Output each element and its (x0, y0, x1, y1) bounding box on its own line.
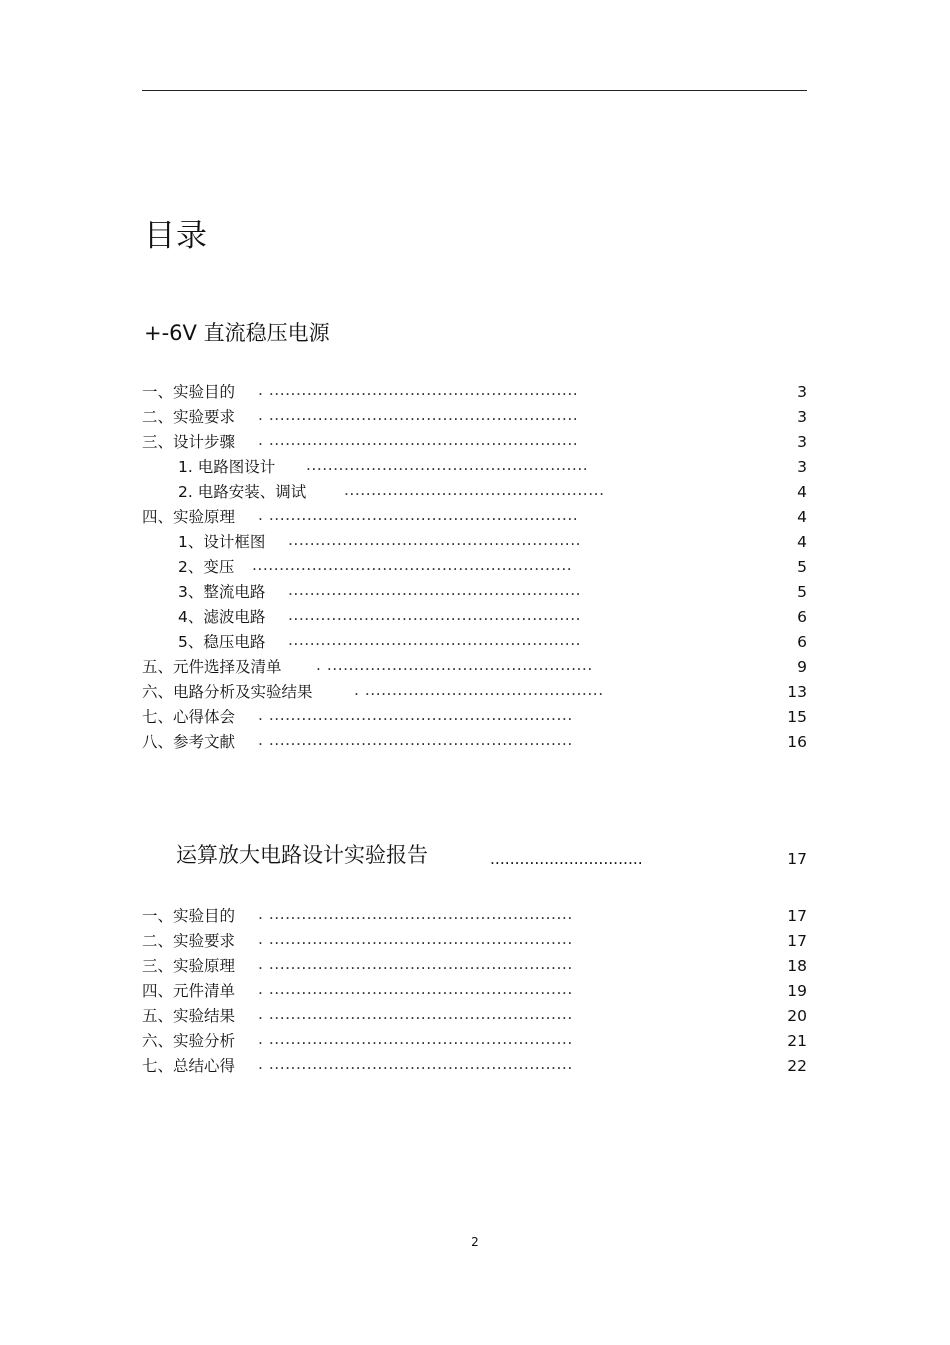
toc-entry-label: 四、实验原理 (142, 508, 236, 526)
section2-heading: 运算放大电路设计实验报告 (176, 843, 428, 867)
toc-leader-dots: . ......................................................... (258, 381, 579, 399)
toc-entry-page: 17 (787, 932, 807, 950)
toc-entry-page: 3 (797, 458, 807, 476)
toc-entry-label: 五、元件选择及清单 (142, 658, 282, 676)
toc-entry[interactable] (142, 505, 807, 530)
toc-entry-label: 2、变压 (178, 558, 235, 576)
toc-entry-label: 七、心得体会 (142, 708, 236, 726)
toc-entry-page: 16 (787, 733, 807, 751)
toc-entry-page: 3 (797, 433, 807, 451)
toc-entry[interactable] (142, 929, 807, 954)
toc-entry[interactable] (142, 1054, 807, 1079)
toc-leader-dots: ...................................................... (288, 631, 582, 649)
toc-leader-dots: . ............................................ (354, 681, 604, 699)
toc-leader-dots: . ........................................................ (258, 1030, 573, 1048)
toc-leader-dots: . ........................................................ (258, 980, 573, 998)
toc-entry-label: 1. 电路图设计 (178, 458, 276, 476)
toc-leader-dots: ............................... (490, 850, 643, 868)
toc-leader-dots: .................................................... (306, 456, 589, 474)
toc-entry-page: 3 (797, 383, 807, 401)
toc-leader-dots: . ......................................................... (258, 406, 579, 424)
toc-entry-page: 17 (787, 907, 807, 925)
toc-entry-page: 6 (797, 608, 807, 626)
toc-entry[interactable] (142, 655, 807, 680)
toc-entry[interactable] (142, 630, 807, 655)
toc-entry[interactable] (142, 455, 807, 480)
toc-leader-dots: . ........................................................ (258, 955, 573, 973)
toc-entry[interactable] (142, 480, 807, 505)
toc-entry-label: 三、实验原理 (142, 957, 236, 975)
toc-leader-dots: ................................................ (344, 481, 605, 499)
toc-leader-dots: . ......................................................... (258, 506, 579, 524)
toc-leader-dots: ...................................................... (288, 581, 582, 599)
toc-entry[interactable] (142, 380, 807, 405)
toc-entry-page: 19 (787, 982, 807, 1000)
section1-toc (142, 380, 807, 755)
toc-entry-label: 三、设计步骤 (142, 433, 236, 451)
toc-entry[interactable] (142, 430, 807, 455)
toc-entry[interactable] (142, 405, 807, 430)
toc-leader-dots: ...................................................... (288, 531, 582, 549)
toc-entry-label: 3、整流电路 (178, 583, 266, 601)
toc-entry-label: 4、滤波电路 (178, 608, 266, 626)
toc-entry[interactable] (142, 1004, 807, 1029)
toc-entry-label: 八、参考文献 (142, 733, 236, 751)
toc-leader-dots: . ........................................................ (258, 731, 573, 749)
toc-leader-dots: . ........................................................ (258, 930, 573, 948)
toc-leader-dots: . ................................................. (316, 656, 593, 674)
toc-entry[interactable] (142, 904, 807, 929)
toc-entry-page: 3 (797, 408, 807, 426)
section2-heading-page: 17 (787, 850, 807, 868)
header-rule (142, 90, 807, 91)
toc-leader-dots: . ........................................................ (258, 1055, 573, 1073)
toc-entry-label: 五、实验结果 (142, 1007, 236, 1025)
toc-entry-page: 9 (797, 658, 807, 676)
section2-toc (142, 904, 807, 1079)
toc-entry[interactable] (142, 979, 807, 1004)
toc-entry[interactable] (142, 705, 807, 730)
toc-entry[interactable] (142, 555, 807, 580)
toc-entry[interactable] (142, 530, 807, 555)
toc-leader-dots: . ........................................................ (258, 905, 573, 923)
toc-entry-label: 二、实验要求 (142, 932, 236, 950)
toc-entry-page: 20 (787, 1007, 807, 1025)
toc-entry-label: 5、稳压电路 (178, 633, 266, 651)
toc-leader-dots: . ........................................................ (258, 1005, 573, 1023)
toc-leader-dots: . ........................................................ (258, 706, 573, 724)
toc-entry[interactable] (142, 605, 807, 630)
toc-entry[interactable] (142, 680, 807, 705)
toc-entry-page: 6 (797, 633, 807, 651)
toc-leader-dots: ...................................................... (288, 606, 582, 624)
toc-leader-dots: . ......................................................... (258, 431, 579, 449)
toc-entry-page: 15 (787, 708, 807, 726)
toc-entry-page: 21 (787, 1032, 807, 1050)
toc-entry-page: 5 (797, 583, 807, 601)
toc-entry-label: 七、总结心得 (142, 1057, 236, 1075)
toc-entry-page: 22 (787, 1057, 807, 1075)
toc-entry[interactable] (142, 954, 807, 979)
toc-entry-label: 一、实验目的 (142, 383, 236, 401)
toc-entry-label: 1、设计框图 (178, 533, 266, 551)
toc-entry-page: 18 (787, 957, 807, 975)
toc-entry-page: 5 (797, 558, 807, 576)
section2-heading-entry[interactable] (142, 840, 807, 872)
toc-entry-label: 2. 电路安装、调试 (178, 483, 307, 501)
toc-entry[interactable] (142, 1029, 807, 1054)
toc-entry-page: 4 (797, 483, 807, 501)
toc-entry-page: 4 (797, 508, 807, 526)
toc-title: 目录 (144, 218, 208, 254)
page-number: 2 (471, 1235, 479, 1249)
toc-entry[interactable] (142, 730, 807, 755)
section1-heading: +-6V 直流稳压电源 (144, 321, 330, 345)
toc-entry-page: 13 (787, 683, 807, 701)
toc-entry-page: 4 (797, 533, 807, 551)
toc-entry[interactable] (142, 580, 807, 605)
toc-entry-label: 二、实验要求 (142, 408, 236, 426)
toc-leader-dots: ........................................................... (252, 556, 573, 574)
toc-entry-label: 一、实验目的 (142, 907, 236, 925)
toc-entry-label: 四、元件清单 (142, 982, 236, 1000)
toc-entry-label: 六、电路分析及实验结果 (142, 683, 313, 701)
toc-entry-label: 六、实验分析 (142, 1032, 236, 1050)
